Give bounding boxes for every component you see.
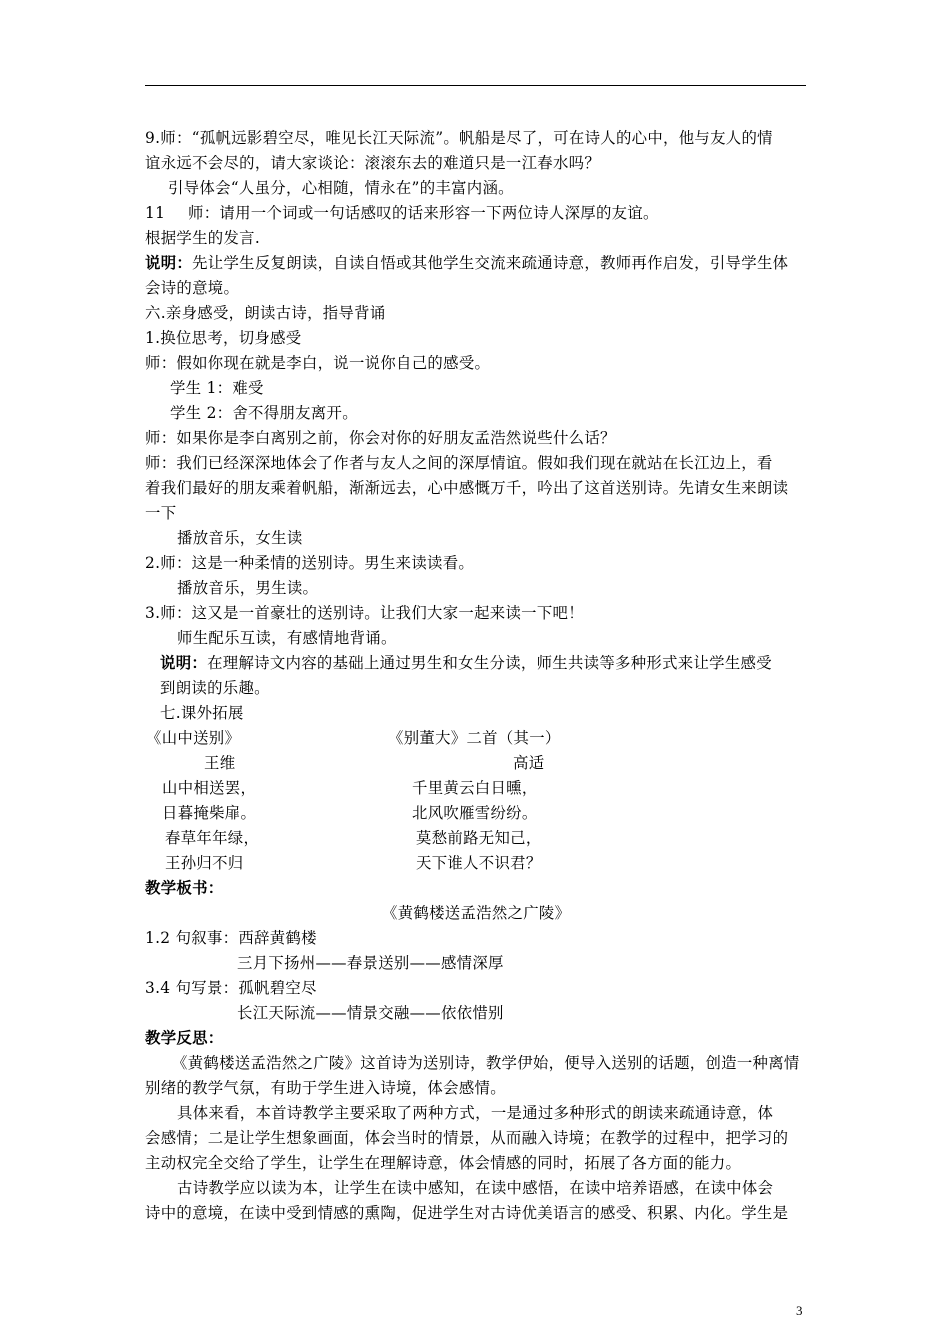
- text-line: 9.师：“孤帆远影碧空尽，唯见长江天际流”。帆船是尽了，可在诗人的心中，他与友人的情: [145, 129, 773, 147]
- page-number: 3: [796, 1303, 803, 1318]
- board-row: 长江天际流——情景交融——依依惜别: [237, 1004, 504, 1022]
- text-line: 主动权完全交给了学生，让学生在理解诗意，体会情感的同时，拓展了各方面的能力。: [145, 1154, 742, 1172]
- note-text: 在理解诗文内容的基础上通过男生和女生分读，师生共读等多种形式来让学生感受: [207, 654, 772, 672]
- text-line: 会感情；二是让学生想象画面，体会当时的情景，从而融入诗境；在教学的过程中，把学习的: [145, 1129, 789, 1147]
- note-label: 说明：: [160, 654, 208, 672]
- text-line: 师：假如你现在就是李白，说一说你自己的感受。: [145, 354, 491, 372]
- text-line: 2.师：这是一种柔情的送别诗。男生来读读看。: [145, 554, 475, 572]
- section-heading: 七.课外拓展: [160, 704, 244, 722]
- text-line: 《黄鹤楼送孟浩然之广陵》这首诗为送别诗，教学伊始，便导入送别的话题，创造一种离情: [172, 1054, 800, 1072]
- poem-line-left: 日暮掩柴扉。: [162, 804, 257, 822]
- board-title: 《黄鹤楼送孟浩然之广陵》: [382, 904, 571, 922]
- board-row: 3.4 句写景：孤帆碧空尽: [145, 979, 317, 997]
- poem-line-left: 王孙归不归: [165, 854, 244, 872]
- text-line: 1.换位思考，切身感受: [145, 329, 302, 347]
- poem-line-right: 天下谁人不识君？: [416, 854, 542, 872]
- text-line: 师：我们已经深深地体会了作者与友人之间的深厚情谊。假如我们现在就站在长江边上，看: [145, 454, 773, 472]
- poem-line-right: 北风吹雁雪纷纷。: [412, 804, 538, 822]
- reflection-heading: 教学反思：: [145, 1029, 224, 1047]
- poem-line-left: 春草年年绿，: [165, 829, 260, 847]
- poem-line-left: 山中相送罢，: [162, 779, 257, 797]
- text-line: 师生配乐互读，有感情地背诵。: [177, 629, 397, 647]
- board-row: 三月下扬州——春景送别——感情深厚: [237, 954, 504, 972]
- text-line: 具体来看，本首诗教学主要采取了两种方式，一是通过多种形式的朗读来疏通诗意，体: [177, 1104, 774, 1122]
- text-line: 谊永远不会尽的，请大家谈论：滚滚东去的难道只是一江春水吗？: [145, 154, 601, 172]
- text-line: 别绪的教学气氛，有助于学生进入诗境，体会感情。: [145, 1079, 506, 1097]
- item-number: 11: [145, 204, 166, 222]
- text-line: 古诗教学应以读为本，让学生在读中感知，在读中感悟，在读中培养语感，在读中体会: [177, 1179, 774, 1197]
- board-heading: 教学板书：: [145, 879, 224, 897]
- section-heading: 六.亲身感受，朗读古诗，指导背诵: [145, 304, 386, 322]
- note-line: [145, 253, 788, 273]
- text-line: 师：如果你是李白离别之前，你会对你的好朋友孟浩然说些什么话？: [145, 429, 616, 447]
- text-line: 到朗读的乐趣。: [160, 679, 270, 697]
- poem-line-right: 莫愁前路无知己，: [416, 829, 542, 847]
- text-line: 播放音乐，女生读: [177, 529, 303, 547]
- text-line: 会诗的意境。: [145, 279, 240, 297]
- board-row: 1.2 句叙事：西辞黄鹤楼: [145, 929, 317, 947]
- note-label: 说明：: [145, 254, 193, 272]
- text-line: 根据学生的发言.: [145, 229, 261, 247]
- text-line: 一下: [145, 504, 177, 522]
- text-line: 播放音乐，男生读。: [177, 579, 319, 597]
- note-line: [160, 653, 772, 673]
- text-line: 引导体会“人虽分，心相随，情永在”的丰富内涵。: [168, 179, 514, 197]
- poem-line-right: 千里黄云白日曛，: [412, 779, 538, 797]
- poem-author-right: 高适: [513, 754, 545, 772]
- note-text: 先让学生反复朗读，自读自悟或其他学生交流来疏通诗意，教师再作启发，引导学生体: [192, 254, 789, 272]
- poem-title-left: 《山中送别》: [146, 729, 241, 747]
- text-line: 师：请用一个词或一句话感叹的话来形容一下两位诗人深厚的友谊。: [188, 204, 659, 222]
- poem-title-right: 《别董大》二首（其一）: [388, 729, 561, 747]
- text-line: 着我们最好的朋友乘着帆船，渐渐远去，心中感慨万千，吟出了这首送别诗。先请女生来朗读: [145, 479, 789, 497]
- text-line: 3.师：这又是一首豪壮的送别诗。让我们大家一起来读一下吧！: [145, 604, 584, 622]
- header-rule: [145, 85, 806, 86]
- poem-author-left: 王维: [204, 754, 236, 772]
- text-line: 学生 2：舍不得朋友离开。: [170, 404, 358, 422]
- text-line: 诗中的意境，在读中受到情感的熏陶，促进学生对古诗优美语言的感受、积累、内化。学生是: [145, 1204, 789, 1222]
- text-line: 学生 1：难受: [170, 379, 264, 397]
